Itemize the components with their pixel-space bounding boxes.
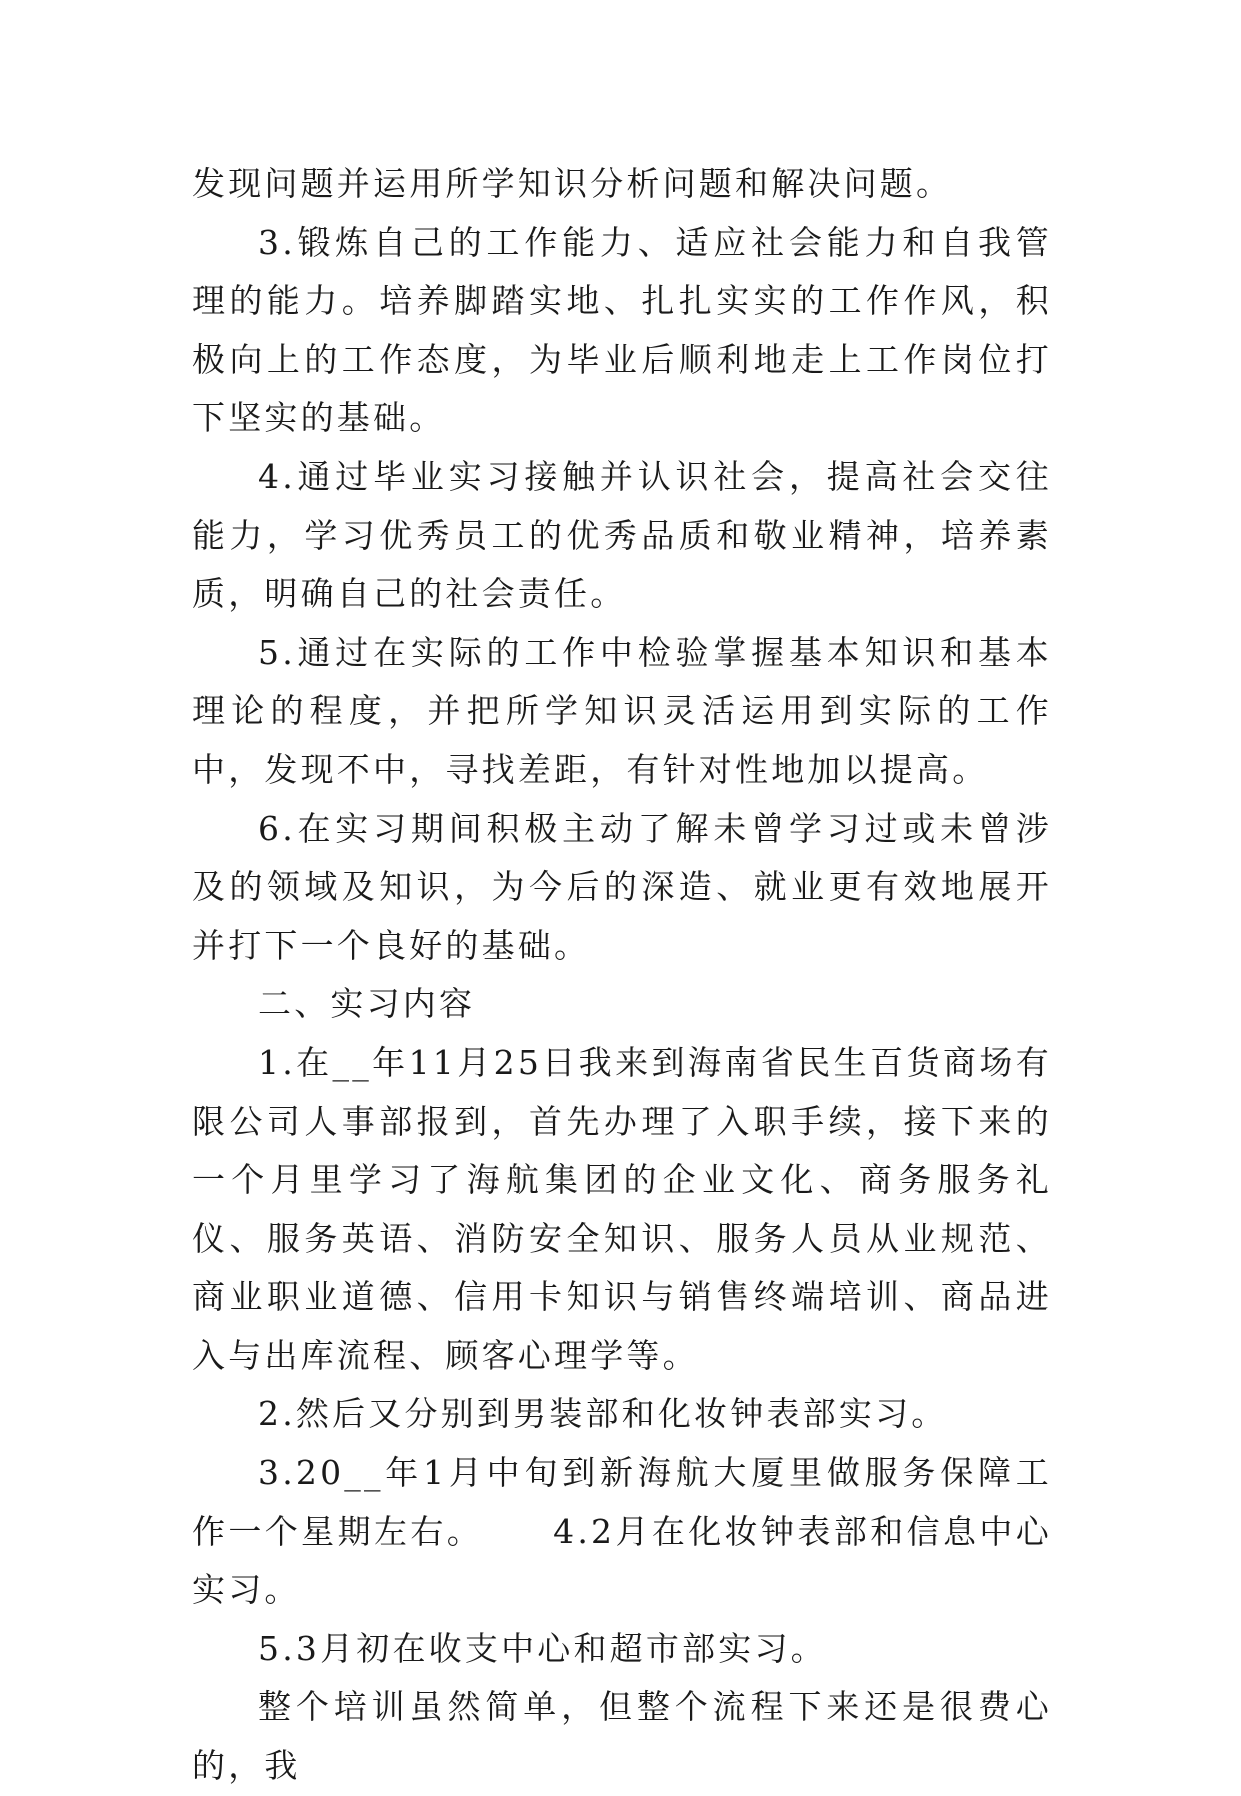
paragraph-item-6: 6.在实习期间积极主动了解未曾学习过或未曾涉及的领域及知识，为今后的深造、就业更有效地展开并打下一个良好的基础。 <box>192 808 1052 965</box>
paragraph-summary: 整个培训虽然简单，但整个流程下来还是很费心的，我 <box>192 1687 1052 1786</box>
content-item-2: 2.然后又分别到男装部和化妆钟表部实习。 <box>258 1394 948 1434</box>
content-item-3-4 <box>192 1444 1052 1620</box>
paragraph-continuation: 发现问题并运用所学知识分析问题和解决问题。 <box>192 164 953 203</box>
content-item-4: 4.2月在化妆钟表部和信息中心实习。 <box>192 1511 1052 1610</box>
content-item-3: 3.20__年1月中旬到新海航大厦里做服务保障工作一个星期左右。 <box>192 1453 1052 1551</box>
paragraph-item-3: 3.锻炼自己的工作能力、适应社会能力和自我管理的能力。培养脚踏实地、扎扎实实的工作作风，积极向上的工作态度，为毕业后顺利地走上工作岗位打下坚实的基础。 <box>192 222 1052 438</box>
document-body <box>192 155 1052 1796</box>
paragraph-item-5: 5.通过在实际的工作中检验掌握基本知识和基本理论的程度，并把所学知识灵活运用到实际的工作中，发现不中，寻找差距，有针对性地加以提高。 <box>192 632 1052 789</box>
paragraph-item-4: 4.通过毕业实习接触并认识社会，提高社会交往能力，学习优秀员工的优秀品质和敬业精神，培养素质，明确自己的社会责任。 <box>192 456 1052 614</box>
section-heading-internship-content: 二、实习内容 <box>258 984 476 1024</box>
content-item-1: 1.在__年11月25日我来到海南省民生百货商场有限公司人事部报到，首先办理了入职手续，接下来的一个月里学习了海航集团的企业文化、商务服务礼仪、服务英语、消防安全知识、服务人员从业规范、商业职业道德、信用卡知识与销售终端培训、商品进入与出库流程、顾客心理学等。 <box>192 1042 1052 1375</box>
content-item-5: 5.3月初在收支中心和超市部实习。 <box>258 1628 827 1668</box>
